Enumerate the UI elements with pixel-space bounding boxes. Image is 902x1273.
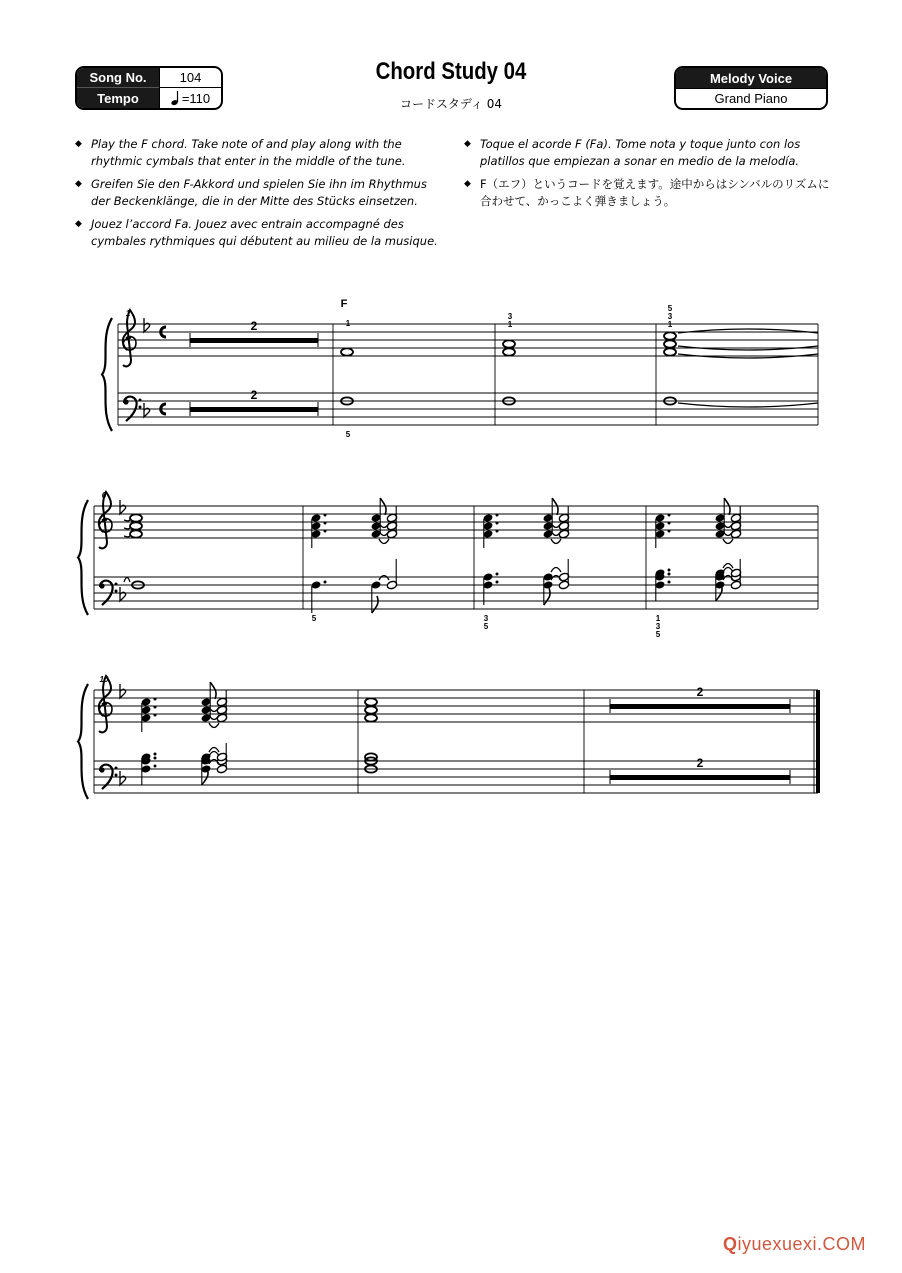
key-signature-flat [120, 587, 126, 601]
tie [124, 578, 130, 583]
grand-staff-brace [102, 318, 112, 431]
tie [723, 568, 733, 573]
diamond-bullet-icon: ◆ [75, 179, 82, 189]
tempo-label: Tempo [77, 88, 159, 108]
multirest-count: 2 [250, 319, 258, 333]
augmentation-dot [154, 698, 157, 701]
whole-note-f4 [503, 348, 515, 355]
note-flag [544, 588, 550, 605]
augmentation-dot [154, 753, 157, 756]
treble-clef [99, 676, 112, 732]
augmentation-dot [324, 522, 327, 525]
note-flag [372, 596, 378, 613]
diamond-bullet-icon: ◆ [464, 139, 471, 149]
instruction-fr: ◆ Jouez l’accord Fa. Jouez avec entrain accompagné des cymbales rythmiques qui débutent au milieu de la musique. [75, 217, 438, 248]
instruction-en: ◆ Play the F chord. Take note of and play along with the rhythmic cymbals that enter in the middle of the tune. [75, 137, 406, 168]
treble-clef [123, 310, 136, 366]
augmentation-dot [324, 581, 327, 584]
voice-value: Grand Piano [676, 88, 826, 108]
augmentation-dot [324, 514, 327, 517]
watermark-text: iyuexuexi.COM [737, 1234, 866, 1254]
tie [124, 527, 130, 529]
instruction-es: ◆ Toque el acorde F (Fa). Tome nota y toque junto con los platillos que empiezan a sonar en medio de la melodía. [464, 137, 801, 168]
tie [379, 576, 389, 581]
augmentation-dot [154, 714, 157, 717]
whole-note [365, 698, 377, 705]
augmentation-dot [496, 514, 499, 517]
treble-clef [99, 492, 112, 548]
fingering: 1 [345, 319, 351, 328]
multimeasure-rest [610, 704, 790, 709]
diamond-bullet-icon: ◆ [464, 179, 471, 189]
multimeasure-rest [190, 338, 318, 343]
fingering: 5 [311, 614, 317, 623]
whole-note-a4 [130, 522, 142, 529]
instruction-de: ◆ Greifen Sie den F-Akkord und spielen Sie ihn im Rhythmus der Beckenklänge, die in der Mitte des Stücks einsetzen. [75, 177, 427, 208]
watermark [723, 1234, 866, 1255]
augmentation-dot [668, 569, 671, 572]
page-subtitle-jp: コードスタディ 04 [399, 97, 502, 111]
tie [551, 539, 561, 544]
song-no-label: Song No. [77, 68, 159, 88]
fingering: 1 [507, 320, 513, 329]
grand-staff-brace [78, 500, 88, 615]
measure-number: 1 [125, 309, 131, 318]
tie [209, 752, 219, 757]
augmentation-dot [154, 757, 157, 760]
multimeasure-rest [190, 407, 318, 412]
whole-note-a4 [664, 340, 676, 347]
whole-note-f4 [341, 348, 353, 355]
note-flag [552, 498, 558, 515]
augmentation-dot [668, 522, 671, 525]
tie [124, 519, 130, 521]
augmentation-dot [496, 522, 499, 525]
note-flag [724, 498, 730, 515]
fingering: 5 [655, 630, 661, 639]
watermark-q: Q [722, 1234, 738, 1254]
tie [551, 568, 561, 573]
note-flag [380, 498, 386, 515]
fingering: 3 [667, 312, 673, 321]
diamond-bullet-icon: ◆ [75, 219, 82, 229]
augmentation-dot [668, 573, 671, 576]
augmentation-dot [496, 581, 499, 584]
fingering: 3 [655, 622, 661, 631]
augmentation-dot [496, 573, 499, 576]
whole-note [365, 706, 377, 713]
augmentation-dot [154, 706, 157, 709]
augmentation-dot [668, 514, 671, 517]
fingering: 5 [483, 622, 489, 631]
multimeasure-rest [610, 775, 790, 780]
augmentation-dot [154, 765, 157, 768]
instruction-jp: ◆ F（エフ）というコードを覚えます。途中からはシンバルのリズムに合わせて、かっこよく弾きましょう。 [464, 177, 830, 208]
tie [379, 539, 389, 544]
fingering: 5 [667, 304, 673, 313]
fingering: 5 [345, 430, 351, 439]
whole-note [365, 714, 377, 721]
diamond-bullet-icon: ◆ [75, 139, 82, 149]
whole-note-f4 [130, 530, 142, 537]
key-signature-flat [120, 500, 126, 514]
augmentation-dot [668, 581, 671, 584]
page-title: Chord Study 04 [375, 58, 527, 85]
measure-number: 10 [99, 675, 109, 684]
augmentation-dot [668, 530, 671, 533]
tempo-bpm: =110 [181, 90, 211, 106]
voice-label: Melody Voice [676, 68, 826, 88]
chord-symbol: F [340, 298, 348, 310]
fingering: 1 [655, 614, 661, 623]
tie [723, 539, 733, 544]
multirest-count: 2 [250, 388, 258, 402]
tie [124, 535, 130, 537]
multirest-count: 2 [696, 756, 704, 770]
key-signature-flat [120, 771, 126, 785]
multirest-count: 2 [696, 685, 704, 699]
augmentation-dot [324, 530, 327, 533]
fingering: 3 [507, 312, 513, 321]
fingering: 3 [483, 614, 489, 623]
key-signature-flat [120, 684, 126, 698]
note-flag [210, 682, 216, 699]
tie [678, 403, 818, 407]
tie [209, 723, 219, 728]
whole-note-f4 [664, 348, 676, 355]
augmentation-dot [496, 530, 499, 533]
grand-staff-brace [78, 684, 88, 799]
whole-note-a4 [503, 340, 515, 347]
whole-note-c5 [130, 514, 142, 521]
whole-note-c5 [664, 332, 676, 339]
key-signature-flat [144, 403, 150, 417]
song-no-value: 104 [159, 68, 221, 88]
key-signature-flat [144, 318, 150, 332]
fingering: 1 [667, 320, 673, 329]
measure-number: 6 [101, 491, 107, 500]
